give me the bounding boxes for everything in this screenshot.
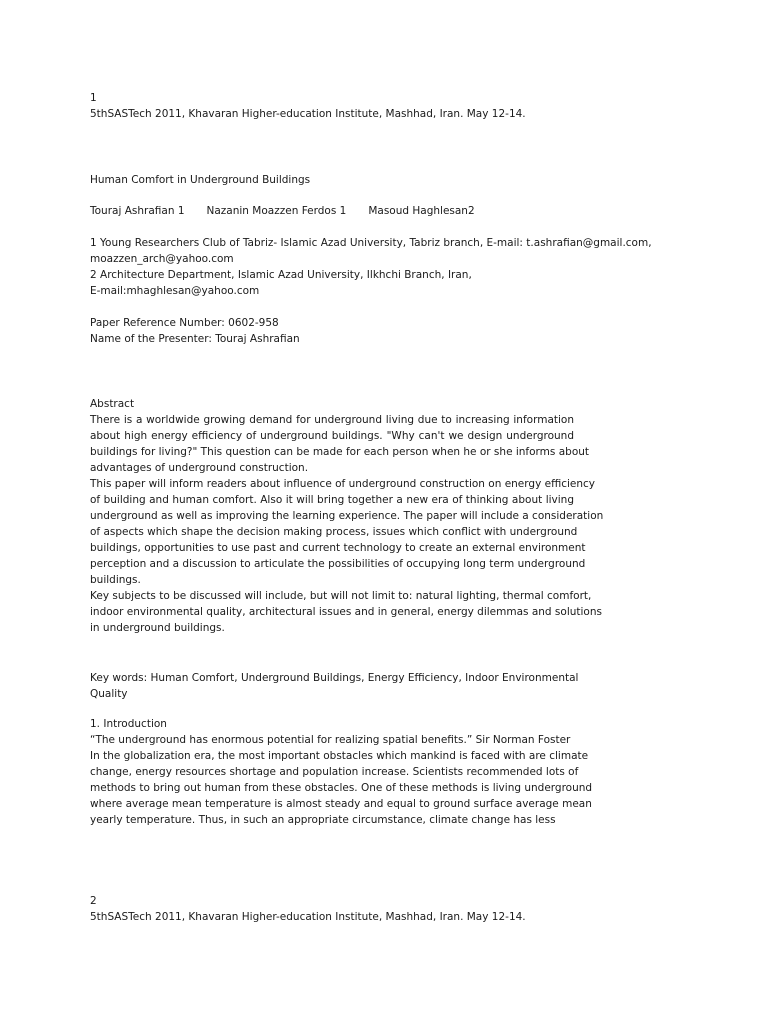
affiliation-line: 1 Young Researchers Club of Tabriz- Islamic Azad University, Tabriz branch, E-mail: t.ashrafian@gmail.com, <box>90 237 652 249</box>
page-2-header <box>90 893 526 925</box>
affiliation-line: E-mail:mhaghlesan@yahoo.com <box>90 285 260 297</box>
author-list <box>90 203 497 219</box>
paper-reference-number: Paper Reference Number: 0602-958 <box>90 317 279 329</box>
affiliation-line: 2 Architecture Department, Islamic Azad University, Ilkhchi Branch, Iran, <box>90 269 472 281</box>
introduction-line: In the globalization era, the most important obstacles which mankind is faced with are climate <box>90 750 589 762</box>
abstract-heading: Abstract <box>90 398 135 410</box>
paper-reference-block <box>90 315 300 347</box>
introduction-section <box>90 716 593 828</box>
page-1-header <box>90 90 526 122</box>
page-number: 1 <box>90 92 97 104</box>
affiliations <box>90 235 652 299</box>
abstract-line: advantages of underground construction. <box>90 462 309 474</box>
abstract-line: This paper will inform readers about influence of underground construction on energy efficiency <box>90 478 596 490</box>
abstract-line: of building and human comfort. Also it will bring together a new era of thinking about living <box>90 494 574 506</box>
abstract-line: in underground buildings. <box>90 622 225 634</box>
introduction-heading: 1. Introduction <box>90 718 167 730</box>
introduction-line: methods to bring out human from these obstacles. One of these methods is living underground <box>90 782 593 794</box>
introduction-line: yearly temperature. Thus, in such an appropriate circumstance, climate change has less <box>90 814 556 826</box>
author: Masoud Haghlesan2 <box>368 205 475 217</box>
page-number: 2 <box>90 895 97 907</box>
keywords-section <box>90 670 579 702</box>
presenter-name: Name of the Presenter: Touraj Ashrafian <box>90 333 300 345</box>
paper-title: Human Comfort in Underground Buildings <box>90 174 311 186</box>
abstract-line: about high energy efficiency of underground buildings. "Why can't we design underground <box>90 430 574 442</box>
introduction-line: “The underground has enormous potential for realizing spatial benefits.” Sir Norman Foster <box>90 734 571 746</box>
abstract-line: buildings. <box>90 574 141 586</box>
introduction-line: where average mean temperature is almost steady and equal to ground surface average mean <box>90 798 592 810</box>
keywords-line: Quality <box>90 688 128 700</box>
introduction-line: change, energy resources shortage and population increase. Scientists recommended lots of <box>90 766 579 778</box>
abstract-section <box>90 396 604 636</box>
abstract-line: Key subjects to be discussed will include, but will not limit to: natural lighting, thermal comfort, <box>90 590 592 602</box>
affiliation-line: moazzen_arch@yahoo.com <box>90 253 234 265</box>
author: Touraj Ashrafian 1 <box>90 205 185 217</box>
author: Nazanin Moazzen Ferdos 1 <box>206 205 347 217</box>
abstract-line: indoor environmental quality, architectural issues and in general, energy dilemmas and solutions <box>90 606 602 618</box>
abstract-line: There is a worldwide growing demand for underground living due to increasing information <box>90 414 574 426</box>
abstract-line: perception and a discussion to articulate the possibilities of occupying long term underground <box>90 558 586 570</box>
abstract-line: of aspects which shape the decision making process, issues which conflict with underground <box>90 526 578 538</box>
keywords-line: Key words: Human Comfort, Underground Buildings, Energy Efficiency, Indoor Environmental <box>90 672 579 684</box>
running-header: 5thSASTech 2011, Khavaran Higher-education Institute, Mashhad, Iran. May 12-14. <box>90 108 526 120</box>
running-header: 5thSASTech 2011, Khavaran Higher-education Institute, Mashhad, Iran. May 12-14. <box>90 911 526 923</box>
abstract-line: buildings for living?" This question can be made for each person when he or she informs about <box>90 446 590 458</box>
abstract-line: underground as well as improving the learning experience. The paper will include a consideration <box>90 510 604 522</box>
paper-title-block <box>90 172 310 188</box>
abstract-line: buildings, opportunities to use past and current technology to create an external environment <box>90 542 586 554</box>
